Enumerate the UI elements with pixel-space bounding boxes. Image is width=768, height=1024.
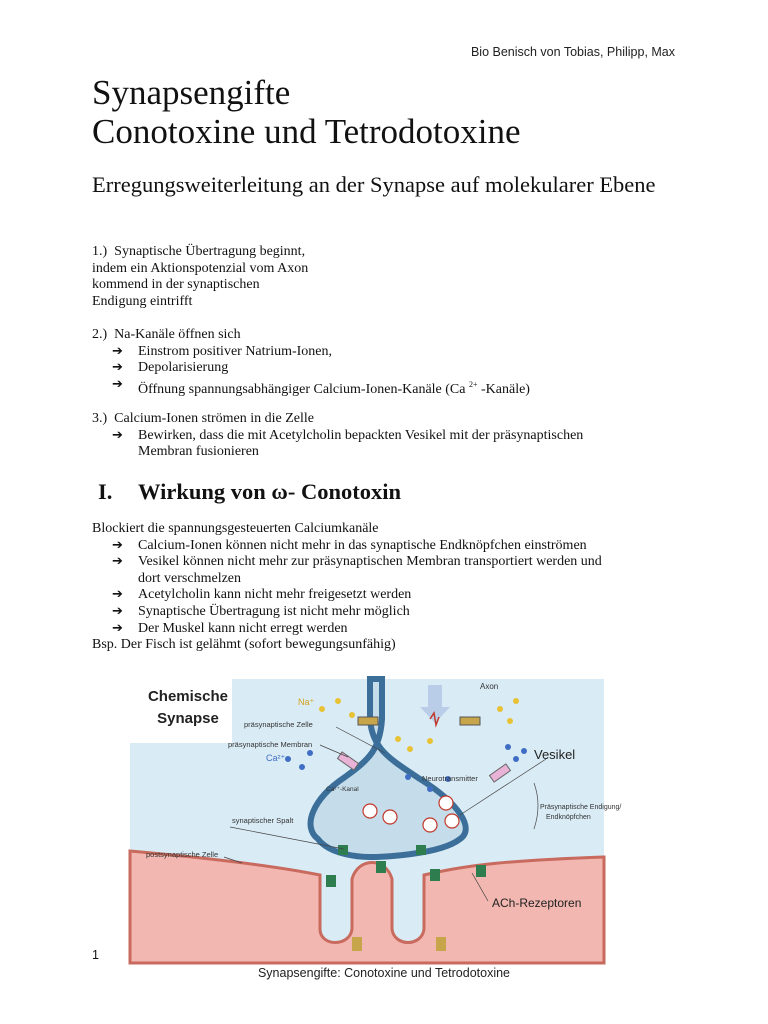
label-na: Na⁺ (298, 697, 315, 707)
label-ca: Ca²⁺ (266, 753, 286, 763)
step-text: Na-Kanäle öffnen sich (114, 327, 241, 342)
arrow-right-icon: ➔ (112, 603, 123, 619)
synapse-figure (130, 679, 622, 963)
arrow-right-icon: ➔ (112, 587, 123, 603)
list-item: ➔ Acetylcholin kann nicht mehr freigesetzt werden (112, 587, 412, 603)
example-text: Bsp. Der Fisch ist gelähmt (sofort bewegungsunfähig) (92, 637, 396, 653)
list-item: ➔ Calcium-Ionen können nicht mehr in das synaptische Endknöpfchen einströmen (112, 537, 587, 553)
page-number: 1 (92, 948, 99, 962)
axon-arrow-shaft (428, 685, 442, 707)
step-text: Calcium-Ionen strömen in die Zelle (114, 411, 314, 426)
figure-title-line2: Synapse (157, 710, 219, 727)
section-number: I. (98, 479, 113, 504)
step-number: 1.) (92, 244, 108, 259)
step-3 (92, 411, 583, 461)
arrow-right-icon: ➔ (112, 360, 123, 376)
step-line: indem ein Aktionspotenzial vom Axon (92, 260, 309, 276)
label-ach-receptors: ACh-Rezeptoren (492, 896, 582, 910)
step-2 (92, 327, 530, 398)
step-number: 3.) (92, 411, 108, 426)
list-item: ➔ Vesikel können nicht mehr zur präsynaptischen Membran transportiert werden und dort verschmelzen (112, 554, 602, 586)
step-line: kommend in der synaptischen (92, 277, 260, 293)
section-body (92, 521, 602, 654)
postsyn-channel (436, 937, 446, 951)
label-postsynaptic-cell: postsynaptische Zelle (146, 850, 219, 859)
step-line: Synaptische Übertragung beginnt, (114, 244, 306, 259)
section-intro: Blockiert die spannungsgesteuerten Calciumkanäle (92, 521, 379, 536)
list-item: ➔ Depolarisierung (112, 360, 229, 376)
arrow-right-icon: ➔ (112, 427, 123, 443)
label-vesicles: Vesikel (534, 747, 576, 762)
postsyn-channel (352, 937, 362, 951)
page-subtitle: Erregungsweiterleitung an der Synapse auf molekularer Ebene (92, 172, 656, 197)
list-item: ➔ Bewirken, dass die mit Acetylcholin bepackten Vesikel mit der präsynaptischen Membran fusionieren (112, 427, 584, 460)
step-1 (92, 244, 308, 310)
label-presynaptic-membrane: präsynaptische Membran (228, 740, 313, 749)
step-number: 2.) (92, 327, 108, 342)
page-title: Synapsengifte (92, 73, 291, 112)
synapse-diagram (130, 679, 622, 963)
na-channel (460, 717, 480, 725)
list-item: ➔ Der Muskel kann nicht erregt werden (112, 620, 348, 636)
label-ca-channel: Ca²⁺-Kanal (326, 786, 359, 793)
label-synaptic-cleft: synaptischer Spalt (232, 816, 294, 825)
header-authors: Bio Benisch von Tobias, Philipp, Max (470, 45, 675, 59)
list-item: ➔ Einstrom positiver Natrium-Ionen, (112, 343, 333, 359)
arrow-right-icon: ➔ (112, 376, 123, 392)
arrow-right-icon: ➔ (112, 620, 123, 636)
label-neurotransmitter: Neurotransmitter (422, 774, 478, 783)
list-item: ➔ Öffnung spannungsabhängiger Calcium-Ionen-Kanäle (Ca $^{2+}$ -Kanäle) (112, 376, 530, 397)
section-heading (98, 479, 401, 505)
figure-title: Chemische (147, 688, 229, 705)
arrow-right-icon: ➔ (112, 537, 123, 553)
na-channel (358, 717, 378, 725)
label-presynaptic-cell: präsynaptische Zelle (244, 720, 313, 729)
label-terminal: Präsynaptische Endigung/ (540, 804, 622, 811)
label-terminal-line2: Endknöpfchen (546, 814, 591, 821)
figure-caption: Synapsengifte: Conotoxine und Tetrodotoxine (257, 966, 511, 980)
page-title-line2: Conotoxine und Tetrodotoxine (92, 112, 521, 151)
arrow-right-icon: ➔ (112, 554, 123, 570)
arrow-right-icon: ➔ (112, 343, 123, 359)
label-axon: Axon (480, 682, 499, 691)
step-line: Endigung eintrifft (92, 293, 193, 309)
list-item: ➔ Synaptische Übertragung ist nicht mehr möglich (112, 603, 410, 619)
section-title: Wirkung von ω- Conotoxin (138, 479, 401, 504)
